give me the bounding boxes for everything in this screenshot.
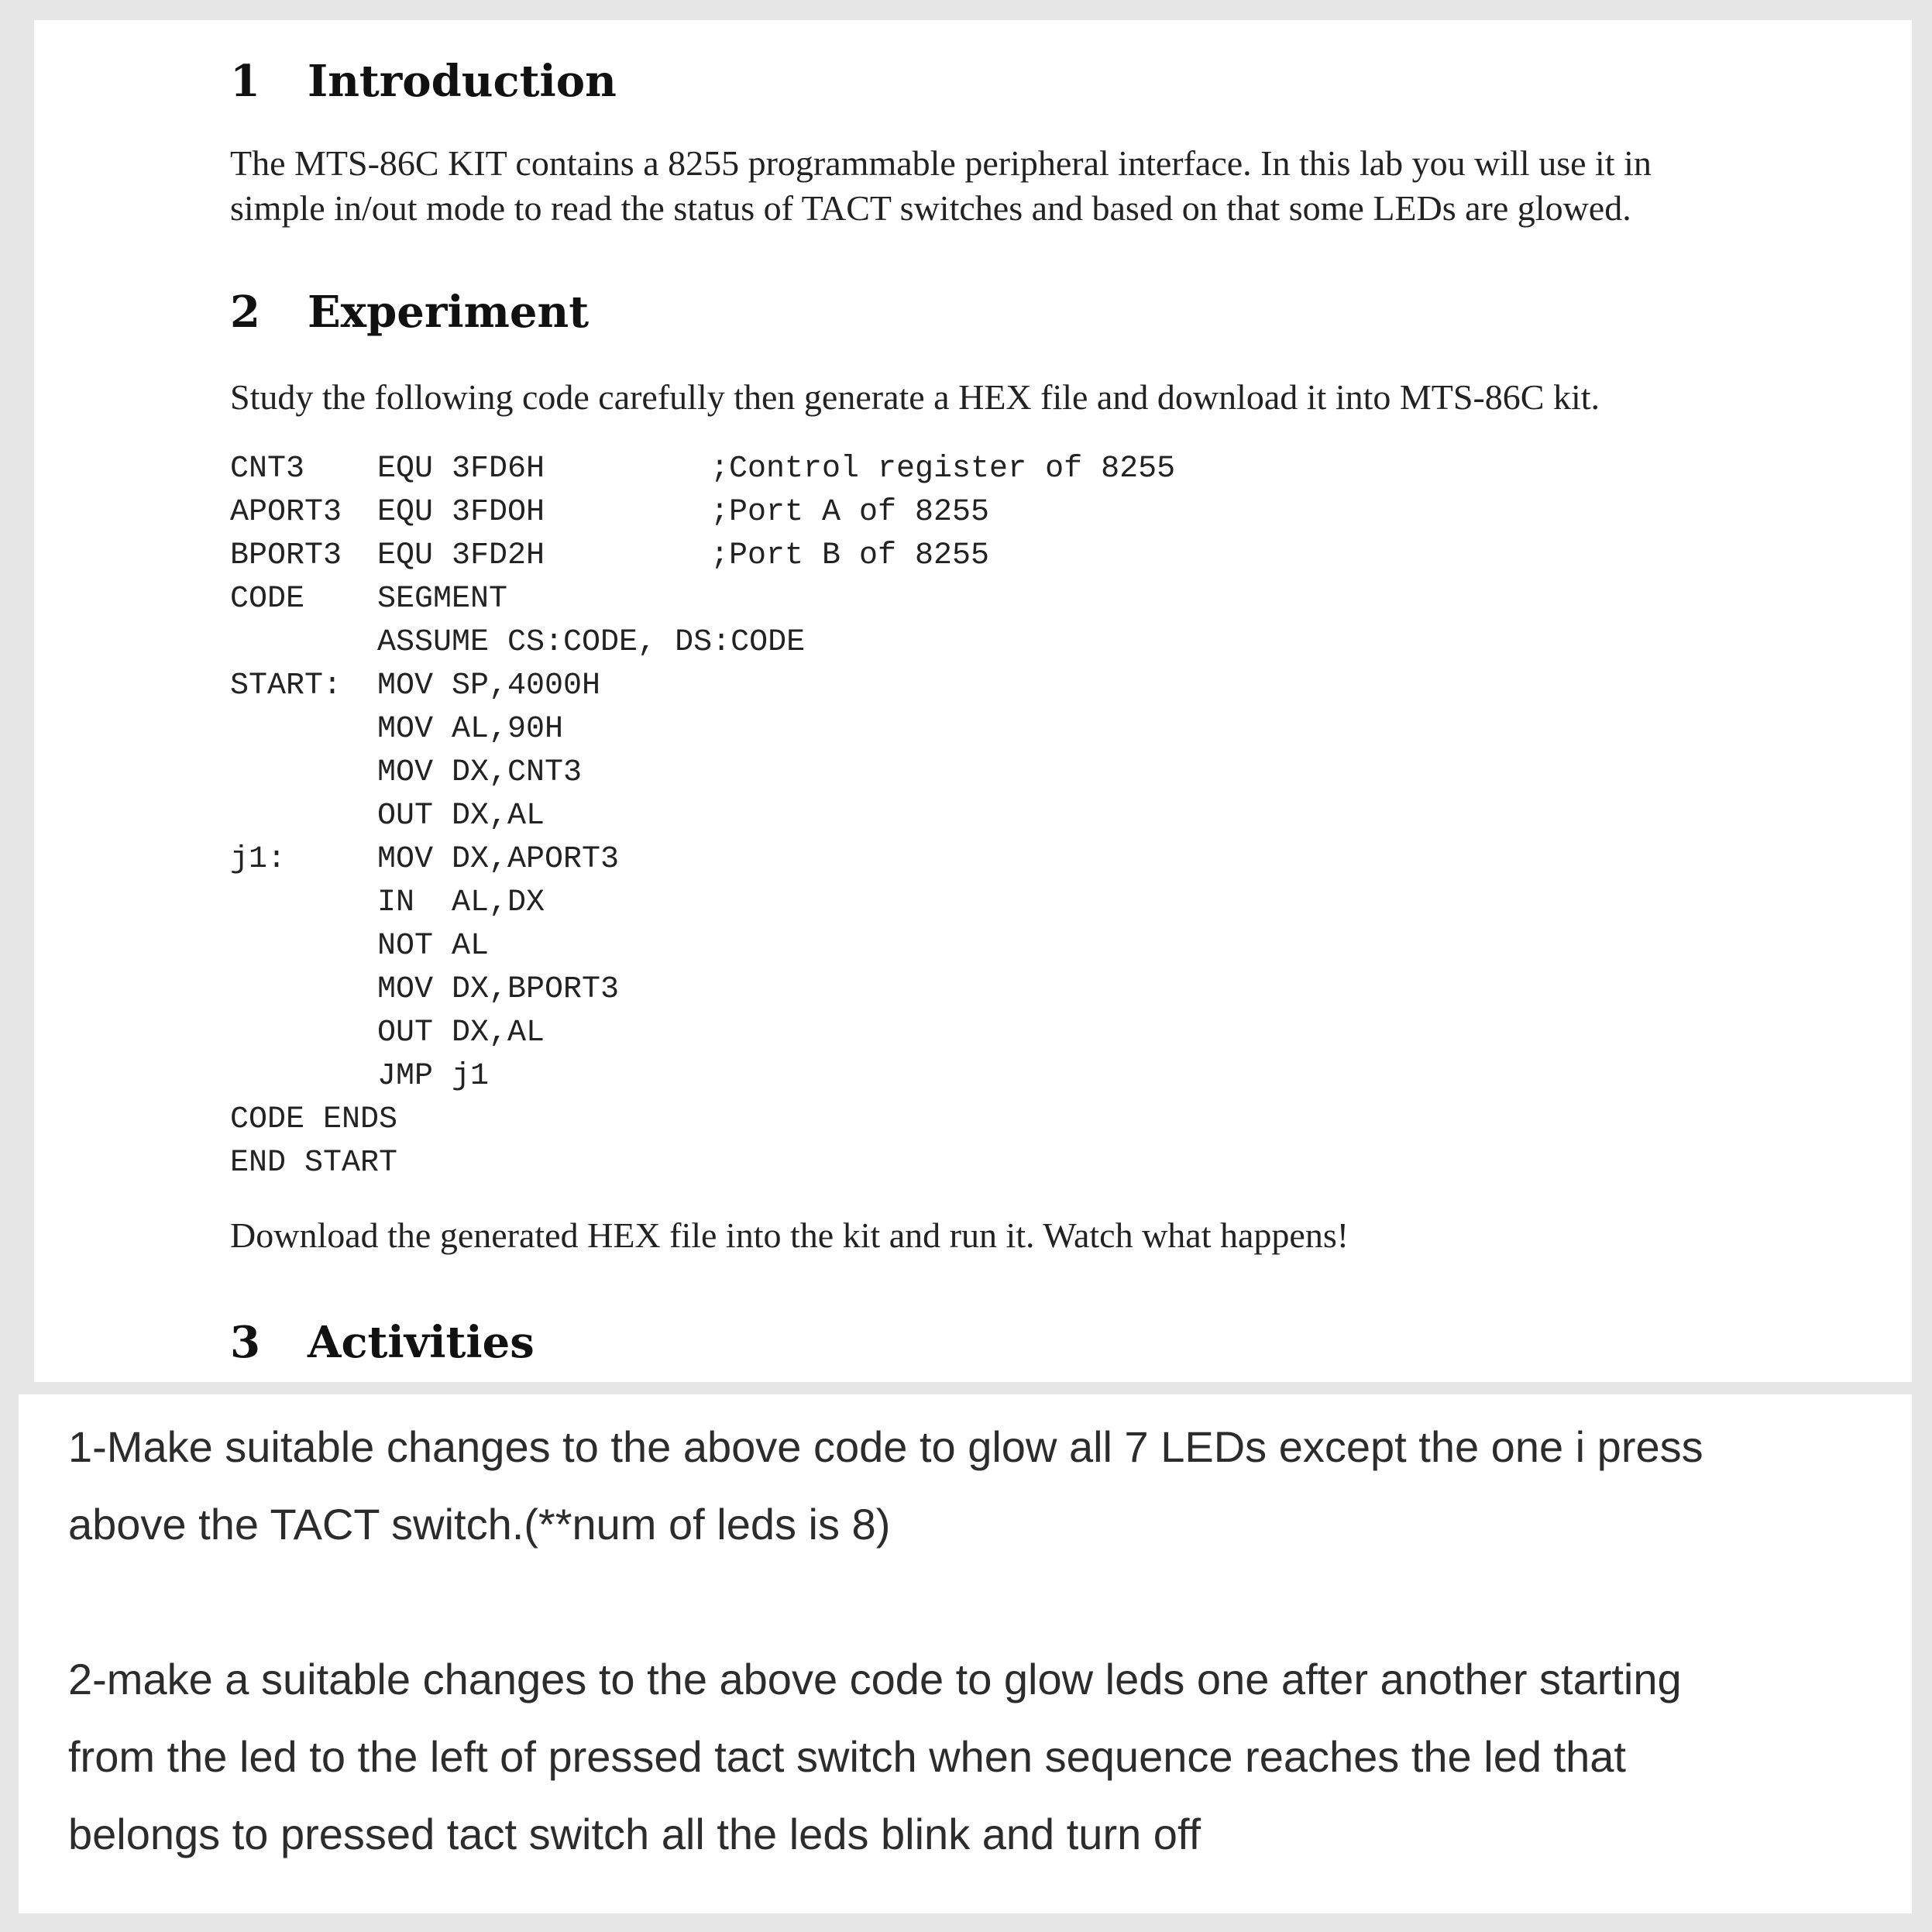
code-instruction: IN AL,DX (377, 885, 545, 920)
code-instruction: EQU 3FD2H (377, 538, 545, 573)
code-label: CODE (230, 582, 305, 617)
code-comment: ;Port A of 8255 (710, 495, 990, 530)
code-label: BPORT3 (230, 538, 342, 573)
code-instruction: OUT DX,AL (377, 799, 545, 834)
code-instruction: JMP j1 (377, 1059, 490, 1094)
section-number: 2 (230, 287, 260, 338)
section-title: Experiment (308, 287, 590, 338)
code-instruction: EQU 3FDOH (377, 495, 545, 530)
section-title: Activities (308, 1317, 535, 1368)
task-1-line-1: 1-Make suitable changes to the above code to glow all 7 LEDs except the one i press (68, 1422, 1703, 1471)
code-instruction: MOV DX,APORT3 (377, 842, 620, 877)
task-2-line-3: belongs to pressed tact switch all the leds blink and turn off (68, 1810, 1201, 1858)
code-instruction: MOV DX,BPORT3 (377, 972, 620, 1007)
intro-paragraph-line-2: simple in/out mode to read the status of TACT switches and based on that some LEDs are glowed. (230, 188, 1631, 228)
section-heading-activities (230, 1317, 535, 1368)
code-label: END START (230, 1146, 398, 1181)
code-label: CNT3 (230, 452, 305, 486)
section-title: Introduction (308, 56, 617, 107)
task-2-line-1: 2-make a suitable changes to the above code to glow leds one after another starting (68, 1655, 1682, 1703)
intro-paragraph-line-1: The MTS-86C KIT contains a 8255 programmable peripheral interface. In this lab you will use it in (230, 143, 1652, 183)
section-number: 3 (230, 1317, 260, 1368)
task-2-line-2: from the led to the left of pressed tact switch when sequence reaches the led that (68, 1732, 1626, 1781)
code-label: START: (230, 669, 342, 703)
code-instruction: EQU 3FD6H (377, 452, 545, 486)
section-number: 1 (230, 56, 260, 107)
code-instruction: SEGMENT (377, 582, 508, 617)
code-comment: ;Port B of 8255 (710, 538, 990, 573)
code-instruction: MOV AL,90H (377, 712, 564, 747)
section-heading-introduction (230, 56, 617, 107)
code-instruction: OUT DX,AL (377, 1016, 545, 1050)
code-instruction: ASSUME CS:CODE, DS:CODE (377, 625, 806, 660)
code-label: CODE ENDS (230, 1102, 398, 1137)
code-instruction: MOV DX,CNT3 (377, 755, 583, 790)
task-1-line-2: above the TACT switch.(**num of leds is 8) (68, 1500, 891, 1549)
code-label: APORT3 (230, 495, 342, 530)
code-instruction: NOT AL (377, 929, 490, 964)
code-comment: ;Control register of 8255 (710, 452, 1176, 486)
code-label: j1: (230, 842, 287, 877)
section-heading-experiment (230, 287, 589, 338)
code-instruction: MOV SP,4000H (377, 669, 601, 703)
experiment-after-code: Download the generated HEX file into the kit and run it. Watch what happens! (230, 1215, 1349, 1255)
experiment-instruction: Study the following code carefully then generate a HEX file and download it into MTS-86C kit. (230, 377, 1600, 417)
